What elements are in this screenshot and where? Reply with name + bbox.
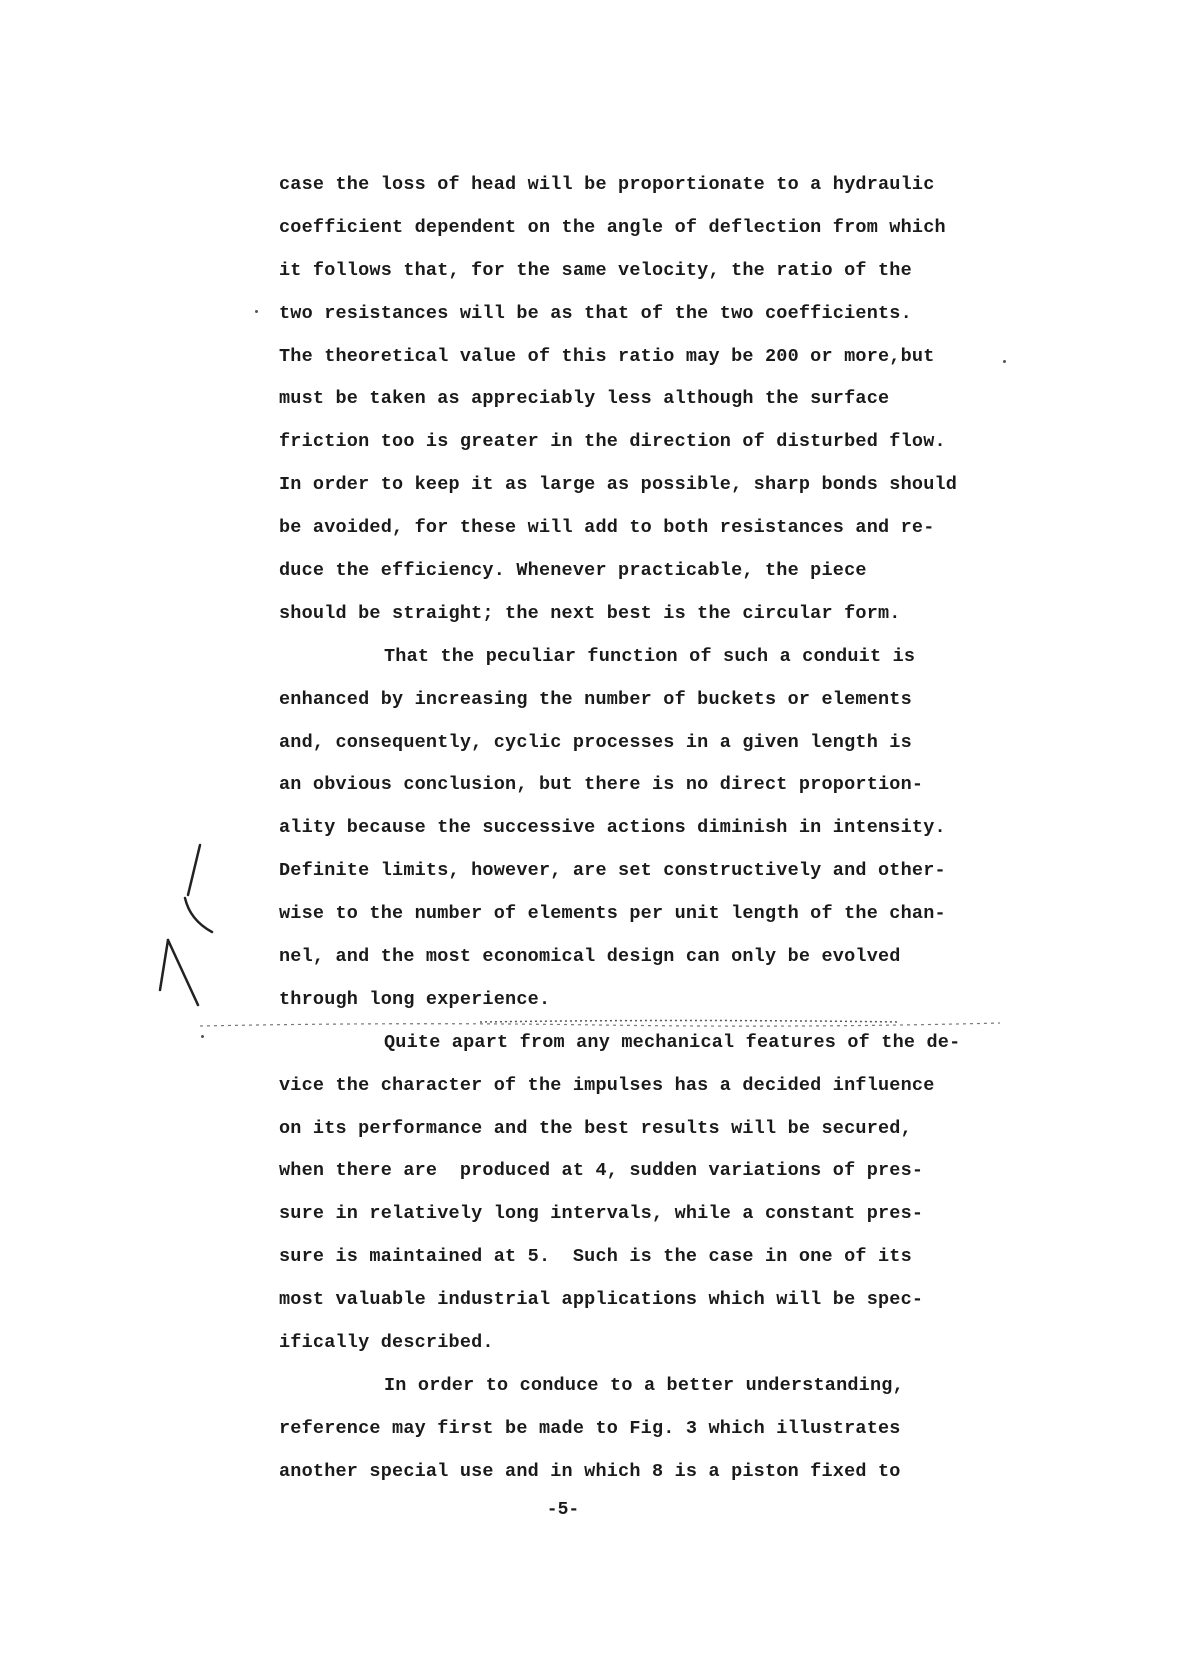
paragraph-start-line: That the peculiar function of such a conduit is	[384, 645, 916, 667]
text-line: it follows that, for the same velocity, the ratio of the	[279, 259, 912, 281]
text-line: enhanced by increasing the number of buckets or elements	[279, 688, 912, 710]
paragraph-start-line: In order to conduce to a better understanding,	[384, 1374, 904, 1396]
text-line: ality because the successive actions diminish in intensity.	[279, 817, 946, 839]
text-line: vice the character of the impulses has a decided influence	[279, 1074, 935, 1096]
text-line: sure in relatively long intervals, while a constant pres-	[279, 1203, 924, 1225]
text-line: most valuable industrial applications which will be spec-	[279, 1289, 924, 1311]
paper-speck	[1003, 360, 1006, 363]
text-line: when there are produced at 4, sudden variations of pres-	[279, 1160, 924, 1182]
text-line: on its performance and the best results will be secured,	[279, 1117, 912, 1139]
text-line: ifically described.	[279, 1332, 494, 1354]
paper-speck	[201, 1035, 204, 1038]
text-line: through long experience.	[279, 988, 551, 1010]
text-line: coefficient dependent on the angle of deflection from which	[279, 216, 946, 238]
text-line: sure is maintained at 5. Such is the case in one of its	[279, 1246, 912, 1268]
text-line: The theoretical value of this ratio may be 200 or more,but	[279, 345, 935, 367]
paragraph-start-line: Quite apart from any mechanical features of the de-	[384, 1031, 961, 1053]
text-line: In order to keep it as large as possible, sharp bonds should	[279, 474, 958, 496]
page-number: -5-	[546, 1500, 580, 1520]
text-line: duce the efficiency. Whenever practicable, the piece	[279, 560, 867, 582]
text-line: reference may first be made to Fig. 3 which illustrates	[279, 1417, 901, 1439]
text-line: must be taken as appreciably less although the surface	[279, 388, 890, 410]
text-line: friction too is greater in the direction of disturbed flow.	[279, 431, 946, 453]
text-line: wise to the number of elements per unit length of the chan-	[279, 903, 946, 925]
text-line: and, consequently, cyclic processes in a given length is	[279, 731, 912, 753]
text-line: Definite limits, however, are set constructively and other-	[279, 860, 946, 882]
text-line: two resistances will be as that of the two coefficients.	[279, 302, 912, 324]
text-line: case the loss of head will be proportionate to a hydraulic	[279, 174, 935, 195]
text-line: be avoided, for these will add to both resistances and re-	[279, 517, 935, 539]
handwritten-margin-mark	[150, 840, 230, 1010]
paper-speck	[255, 310, 258, 313]
text-line: should be straight; the next best is the circular form.	[279, 602, 901, 624]
text-line: nel, and the most economical design can only be evolved	[279, 946, 901, 968]
typed-text-body	[279, 164, 1019, 1494]
text-line: an obvious conclusion, but there is no direct proportion-	[279, 774, 924, 796]
text-line: another special use and in which 8 is a piston fixed to	[279, 1460, 901, 1482]
